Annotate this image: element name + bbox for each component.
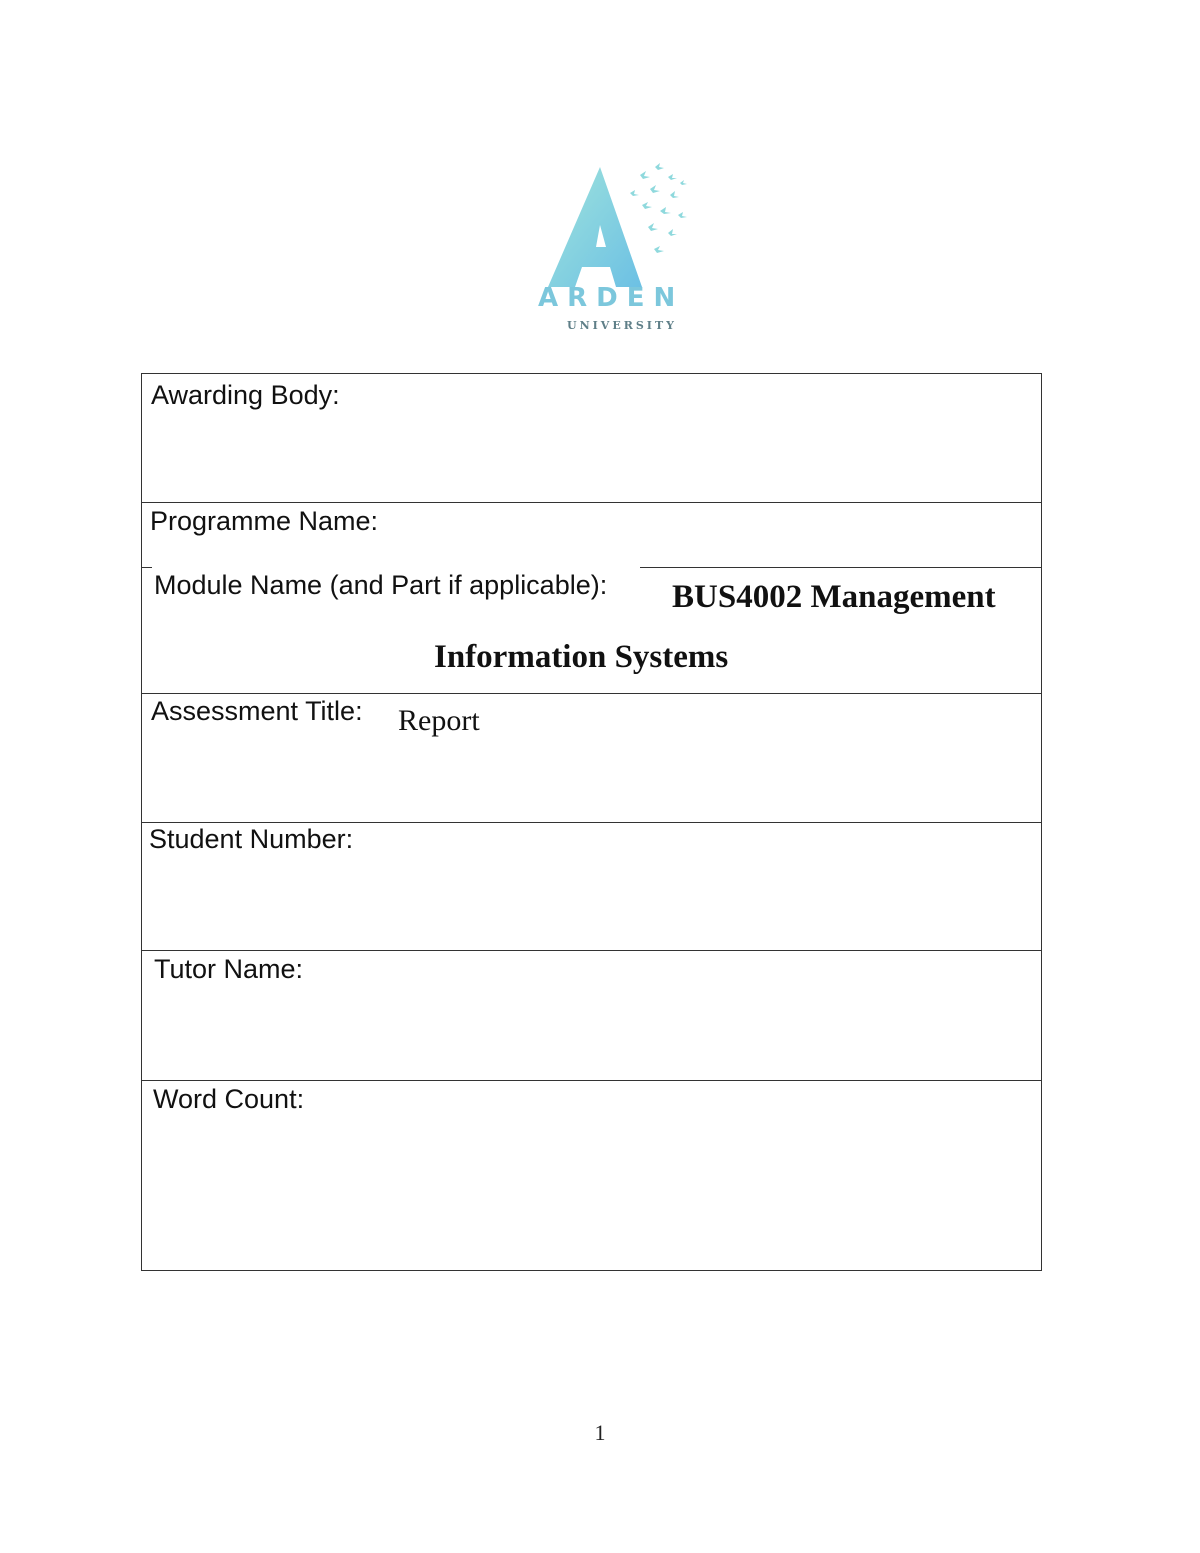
programme-name-label: Programme Name: (150, 506, 379, 536)
page-number: 1 (594, 1420, 606, 1445)
logo-a-birds-icon (530, 155, 700, 295)
student-number-label: Student Number: (149, 824, 354, 854)
word-count-row (142, 1080, 1041, 1270)
awarding-body-label: Awarding Body: (151, 380, 340, 410)
assessment-title-row (142, 693, 1041, 822)
tutor-name-row (142, 950, 1041, 1080)
module-name-label: Module Name (and Part if applicable): (154, 570, 608, 600)
student-number-row (142, 822, 1041, 950)
module-row-divider-left (142, 567, 152, 568)
tutor-name-label: Tutor Name: (154, 954, 304, 984)
module-row-divider-right (640, 567, 1041, 568)
arden-university-logo (530, 155, 700, 340)
word-count-label: Word Count: (153, 1084, 305, 1114)
assessment-title-value: Report (398, 704, 480, 737)
module-name-row (142, 567, 1041, 693)
assessment-title-label: Assessment Title: (151, 696, 363, 726)
awarding-body-row (142, 374, 1041, 502)
module-name-value-line2: Information Systems (434, 639, 729, 675)
logo-wordmark: ARDEN (538, 283, 685, 313)
module-name-value-line1: BUS4002 Management (672, 579, 996, 615)
logo-subtitle: UNIVERSITY (567, 319, 677, 332)
cover-sheet-form (141, 373, 1042, 1271)
programme-name-row (142, 502, 1041, 567)
